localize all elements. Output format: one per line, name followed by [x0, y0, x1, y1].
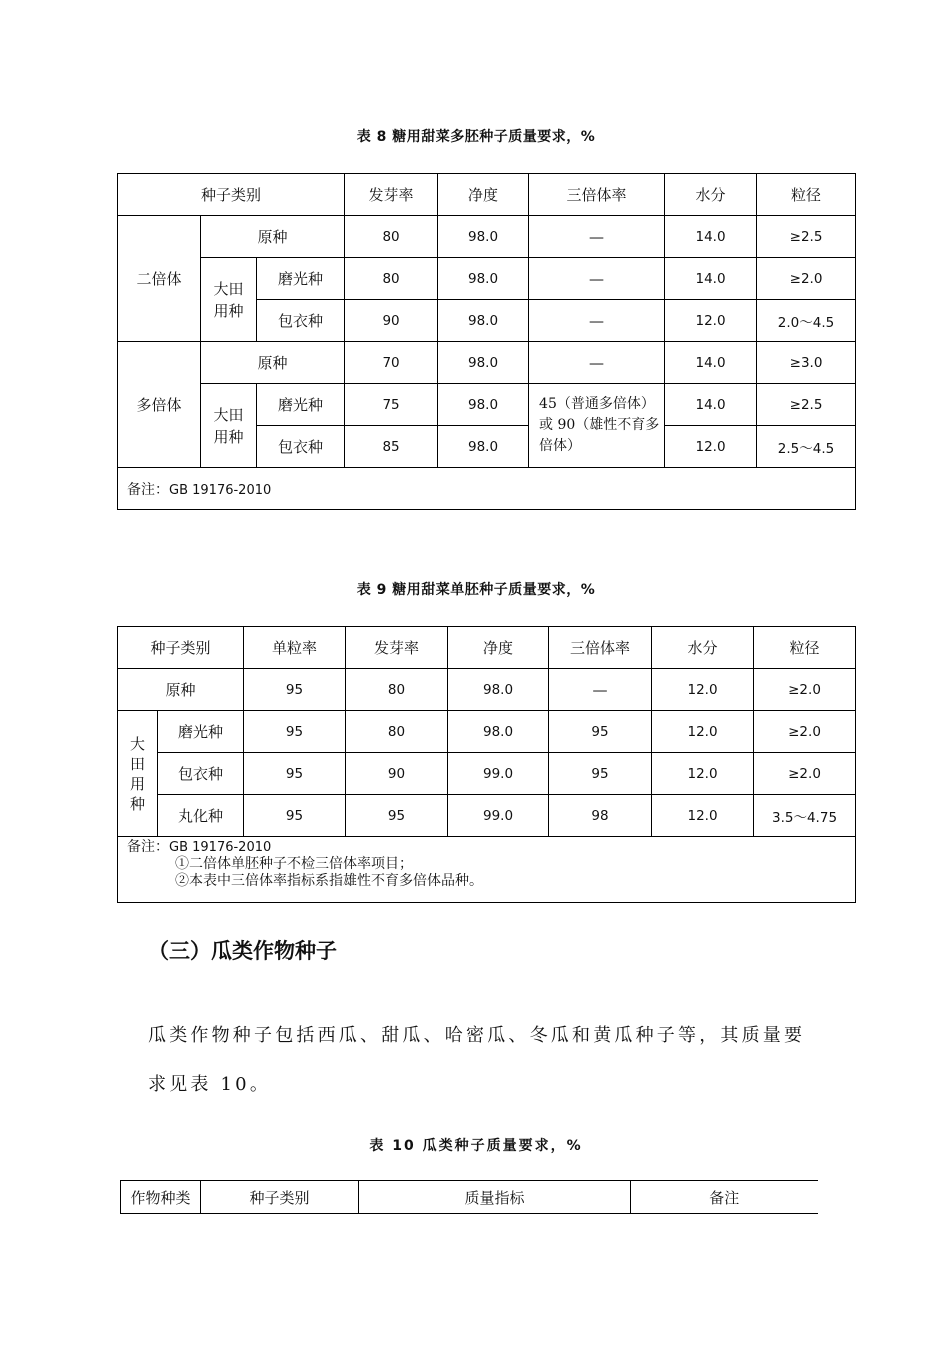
purity-cell: 98.0 — [448, 669, 549, 711]
table10 — [120, 1180, 818, 1214]
table-row — [118, 258, 856, 300]
table-row — [118, 384, 856, 426]
header-cell: 净度 — [448, 627, 549, 669]
moisture-cell: 12.0 — [652, 753, 754, 795]
header-cell: 发芽率 — [345, 174, 438, 216]
triploid-cell: — — [529, 216, 665, 258]
purity-cell: 98.0 — [438, 426, 529, 468]
header-cell: 种子类别 — [118, 627, 244, 669]
table8-header-row — [118, 174, 856, 216]
purity-cell: 99.0 — [448, 795, 549, 837]
group-label: 多倍体 — [118, 342, 201, 468]
table9-caption: 表 9 糖用甜菜单胚种子质量要求，% — [356, 582, 596, 598]
size-cell: ≥3.0 — [757, 342, 856, 384]
triploid-cell: — — [529, 258, 665, 300]
purity-cell: 98.0 — [438, 216, 529, 258]
category-label: 包衣种 — [158, 753, 244, 795]
group-label: 二倍体 — [118, 216, 201, 342]
section-heading: （三）瓜类作物种子 — [148, 939, 337, 963]
field-use-label — [201, 258, 257, 342]
note-prefix: 备注： — [127, 481, 169, 498]
field-use-label — [201, 384, 257, 468]
table-row — [118, 216, 856, 258]
triploid-cell: 98 — [549, 795, 652, 837]
purity-cell: 98.0 — [438, 258, 529, 300]
table9 — [117, 626, 856, 903]
moisture-cell: 14.0 — [665, 384, 757, 426]
table-row — [118, 753, 856, 795]
table9-header-row — [118, 627, 856, 669]
germination-cell: 70 — [345, 342, 438, 384]
header-cell: 水分 — [652, 627, 754, 669]
category-label: 丸化种 — [158, 795, 244, 837]
table10-header-row — [121, 1181, 818, 1214]
header-cell: 净度 — [438, 174, 529, 216]
category-label: 原种 — [201, 216, 345, 258]
moisture-cell: 12.0 — [652, 711, 754, 753]
header-cell: 水分 — [665, 174, 757, 216]
germination-cell: 90 — [345, 300, 438, 342]
table-row — [118, 795, 856, 837]
size-cell: ≥2.5 — [757, 384, 856, 426]
table-row — [118, 711, 856, 753]
category-label: 原种 — [118, 669, 244, 711]
table9-note-row — [118, 837, 856, 903]
category-label: 包衣种 — [257, 300, 345, 342]
moisture-cell: 12.0 — [652, 669, 754, 711]
triploid-cell: — — [529, 300, 665, 342]
moisture-cell: 14.0 — [665, 258, 757, 300]
note-prefix: 备注： — [127, 839, 169, 855]
note-line: ①二倍体单胚种子不检三倍体率项目； — [175, 856, 413, 872]
size-cell: ≥2.0 — [754, 669, 856, 711]
germination-cell: 80 — [345, 216, 438, 258]
moisture-cell: 12.0 — [665, 300, 757, 342]
triploid-merged-cell: 45（普通多倍体）或 90（雄性不育多倍体） — [529, 384, 665, 468]
table8-caption: 表 8 糖用甜菜多胚种子质量要求，% — [356, 129, 596, 145]
section-paragraph-line-1: 瓜类作物种子包括西瓜、甜瓜、哈密瓜、冬瓜和黄瓜种子等，其质量要 — [148, 1025, 806, 1046]
size-cell: ≥2.5 — [757, 216, 856, 258]
single-rate-cell: 95 — [244, 753, 346, 795]
purity-cell: 98.0 — [438, 342, 529, 384]
header-cell: 种子类别 — [118, 174, 345, 216]
moisture-cell: 12.0 — [665, 426, 757, 468]
note-standard: GB 19176-2010 — [169, 840, 272, 855]
germination-cell: 80 — [346, 669, 448, 711]
table-note — [118, 837, 856, 903]
single-rate-cell: 95 — [244, 711, 346, 753]
triploid-cell: — — [549, 669, 652, 711]
size-cell: ≥2.0 — [754, 711, 856, 753]
purity-cell: 99.0 — [448, 753, 549, 795]
table-row — [118, 669, 856, 711]
header-cell: 备注 — [631, 1181, 818, 1214]
size-cell: 2.5～4.5 — [757, 426, 856, 468]
germination-cell: 90 — [346, 753, 448, 795]
header-cell: 粒径 — [757, 174, 856, 216]
header-cell: 质量指标 — [359, 1181, 631, 1214]
size-cell: 2.0～4.5 — [757, 300, 856, 342]
table-row — [118, 342, 856, 384]
note-line: ②本表中三倍体率指标系指雄性不育多倍体品种。 — [175, 873, 483, 889]
size-cell: 3.5～4.75 — [754, 795, 856, 837]
germination-cell: 80 — [345, 258, 438, 300]
size-cell: ≥2.0 — [757, 258, 856, 300]
header-cell: 粒径 — [754, 627, 856, 669]
header-cell: 单粒率 — [244, 627, 346, 669]
header-cell: 三倍体率 — [549, 627, 652, 669]
moisture-cell: 14.0 — [665, 342, 757, 384]
triploid-cell: 95 — [549, 711, 652, 753]
category-label: 包衣种 — [257, 426, 345, 468]
header-cell: 三倍体率 — [529, 174, 665, 216]
purity-cell: 98.0 — [438, 384, 529, 426]
table8-note-row — [118, 468, 856, 510]
header-cell: 种子类别 — [201, 1181, 359, 1214]
table-note — [118, 468, 856, 510]
field-use-label — [118, 711, 158, 837]
purity-cell: 98.0 — [438, 300, 529, 342]
header-cell: 发芽率 — [346, 627, 448, 669]
germination-cell: 75 — [345, 384, 438, 426]
germination-cell: 80 — [346, 711, 448, 753]
field-use-text: 大田用种 — [130, 734, 146, 813]
single-rate-cell: 95 — [244, 795, 346, 837]
header-cell: 作物种类 — [121, 1181, 201, 1214]
note-standard: GB 19176-2010 — [169, 482, 272, 498]
table8 — [117, 173, 856, 510]
triploid-cell: — — [529, 342, 665, 384]
category-label: 磨光种 — [257, 258, 345, 300]
category-label: 原种 — [201, 342, 345, 384]
moisture-cell: 14.0 — [665, 216, 757, 258]
section-paragraph-line-2: 求见表 10。 — [148, 1074, 272, 1095]
category-label: 磨光种 — [158, 711, 244, 753]
purity-cell: 98.0 — [448, 711, 549, 753]
category-label: 磨光种 — [257, 384, 345, 426]
field-use-text: 大田用种 — [213, 405, 244, 446]
moisture-cell: 12.0 — [652, 795, 754, 837]
germination-cell: 95 — [346, 795, 448, 837]
triploid-cell: 95 — [549, 753, 652, 795]
size-cell: ≥2.0 — [754, 753, 856, 795]
single-rate-cell: 95 — [244, 669, 346, 711]
table10-caption: 表 10 瓜类种子质量要求，% — [369, 1138, 583, 1154]
germination-cell: 85 — [345, 426, 438, 468]
field-use-text: 大田用种 — [213, 279, 244, 320]
